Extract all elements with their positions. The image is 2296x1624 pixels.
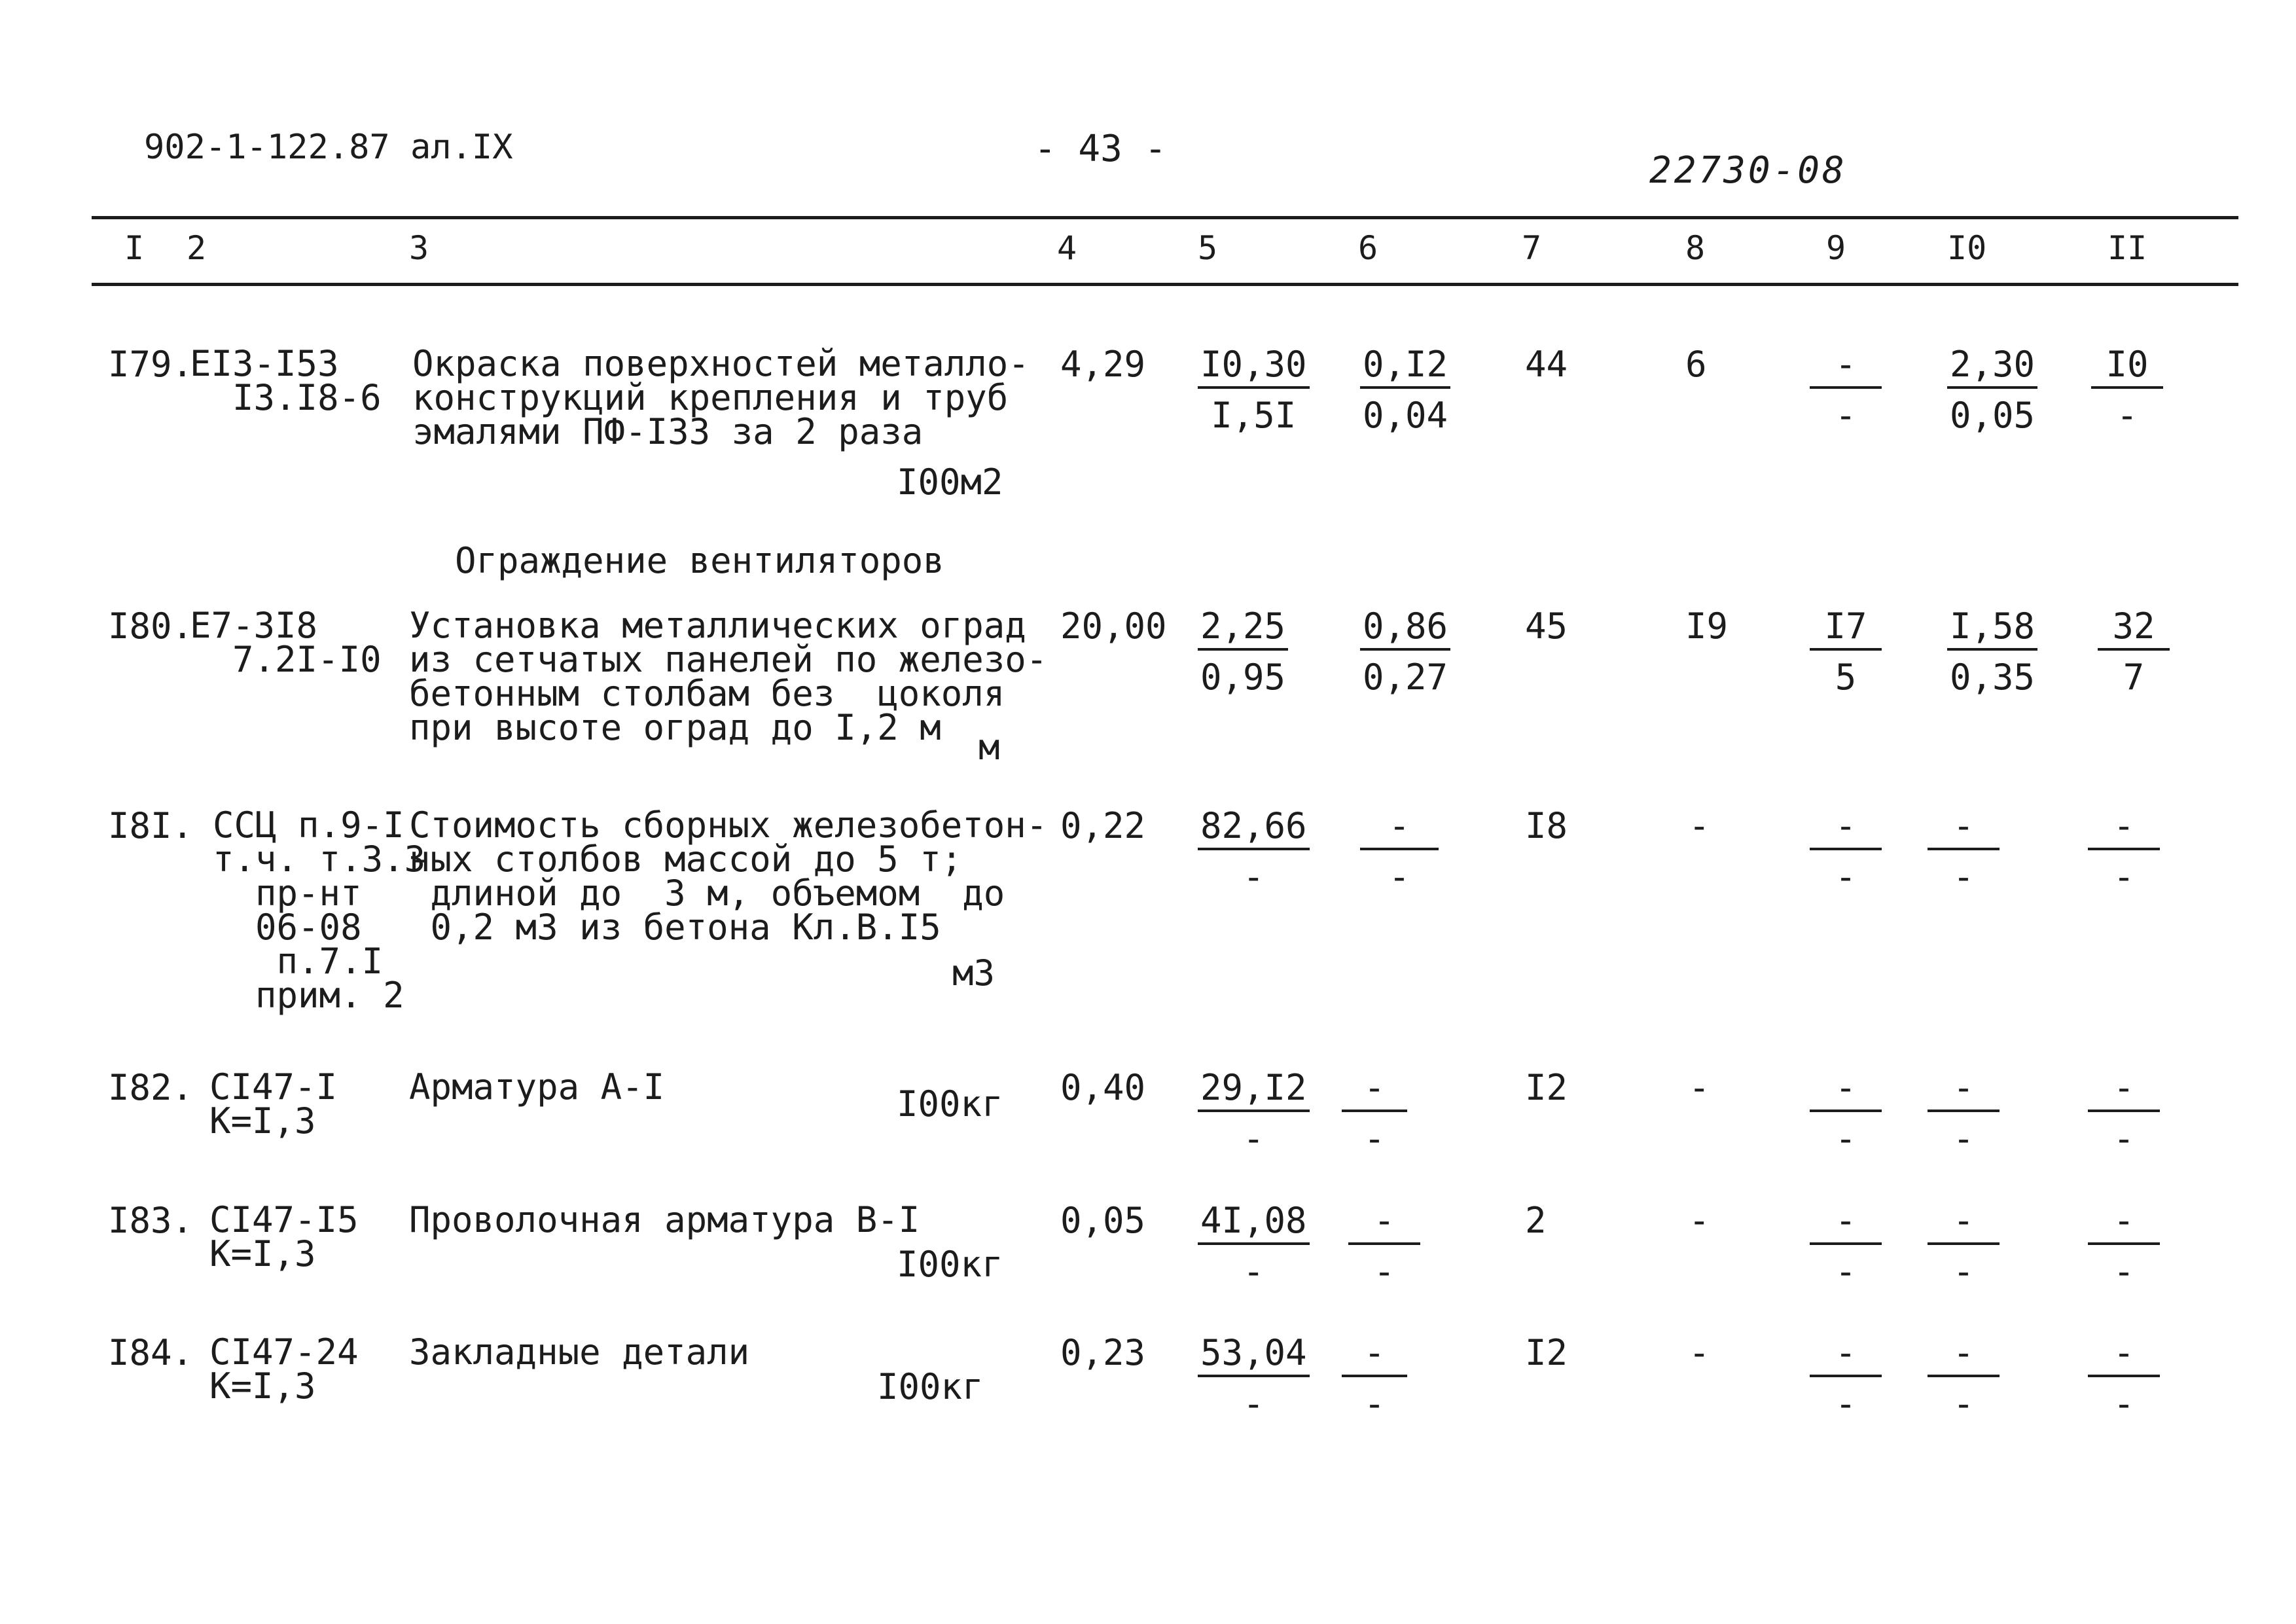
table-top-rule — [92, 216, 2238, 219]
col-header-9: 9 — [1826, 229, 1846, 267]
row-col5: 82,66 - — [1198, 808, 1310, 895]
row-col11: - - — [2088, 1203, 2160, 1290]
row-col10: $\frac{2,30}{0,05}$ — [1947, 347, 2037, 433]
row-col11: $\frac{32}{7}$ — [2098, 609, 2170, 695]
row-unit: I00кг — [897, 1244, 1003, 1285]
row-number: I83. — [108, 1200, 194, 1241]
col-header-8: 8 — [1685, 229, 1706, 267]
row-description: Стоимость сборных железобетон- ных столбов массой до 5 т; длиной до 3 м, объемом до 0,2 м3 из бетона Кл.В.I5 — [409, 804, 1048, 948]
row-col4: 0,05 — [1060, 1200, 1146, 1241]
row-col11: - - — [2088, 808, 2160, 895]
row-col10: - - — [1928, 1335, 2000, 1422]
row-unit: I00кг — [897, 1083, 1003, 1125]
row-col9: - - — [1810, 808, 1882, 895]
col-header-11: II — [2108, 229, 2147, 267]
row-col4: 0,22 — [1060, 805, 1146, 846]
row-description: Окраска поверхностей металло- конструкций крепления и труб эмалями ПФ-I33 за 2 раза — [412, 343, 1030, 452]
row-col5: 4I,08 - — [1198, 1203, 1310, 1290]
row-code: E7-3I8 7.2I-I0 — [190, 605, 382, 680]
row-description: Установка металлических оград из сетчатых панелей по железо- бетонным столбам без цоколя при высоте оград до I,2 м — [409, 605, 1048, 748]
row-col10: - - — [1928, 808, 2000, 895]
row-col4: 4,29 — [1060, 344, 1146, 385]
row-col7: I8 — [1525, 805, 1568, 846]
row-number: I82. — [108, 1067, 194, 1108]
row-code: CI47-24 K=I,3 — [209, 1331, 359, 1407]
row-col10: - - — [1928, 1070, 2000, 1157]
col-header-1: I — [124, 229, 145, 267]
row-code: CI47-I K=I,3 — [209, 1066, 338, 1142]
row-col7: 2 — [1525, 1200, 1547, 1241]
row-unit: м — [978, 727, 1000, 768]
row-description: Арматура А-I — [409, 1066, 665, 1108]
col-header-5: 5 — [1198, 229, 1218, 267]
row-col9: - - — [1810, 347, 1882, 433]
section-title: Ограждение вентиляторов — [455, 540, 944, 581]
row-col5: 29,I2 - — [1198, 1070, 1310, 1157]
row-col8: I9 — [1685, 605, 1729, 647]
row-col11: - - — [2088, 1070, 2160, 1157]
row-number: I79. — [108, 344, 194, 385]
row-description: Проволочная арматура B-I — [409, 1199, 920, 1240]
row-col8: - — [1689, 1332, 1710, 1373]
row-col6: - - — [1348, 1203, 1420, 1290]
row-col8: - — [1689, 1200, 1710, 1241]
row-col6: $\frac{0,86}{0,27}$ — [1360, 609, 1450, 695]
row-col5: $\frac{I0,30}{I,5I}$ — [1198, 347, 1310, 433]
doc-code: 902-1-122.87 ал.IX — [144, 128, 513, 167]
row-col4: 0,40 — [1060, 1067, 1146, 1108]
row-col9: - - — [1810, 1335, 1882, 1422]
row-col10: $\frac{I,58}{0,35}$ — [1947, 609, 2037, 695]
row-number: I84. — [108, 1332, 194, 1373]
row-col6: - - — [1342, 1335, 1407, 1422]
col-header-3: 3 — [409, 229, 429, 267]
row-description: Закладные детали — [409, 1331, 750, 1373]
row-col11: I0 - — [2091, 347, 2163, 433]
row-code: EI3-I53 I3.I8-6 — [190, 343, 382, 418]
row-number: I8I. — [108, 805, 194, 846]
col-header-10: I0 — [1947, 229, 1987, 267]
row-col6: - - — [1360, 808, 1439, 895]
row-col8: 6 — [1685, 344, 1707, 385]
row-col6: $\frac{0,I2}{0,04}$ — [1360, 347, 1450, 433]
row-col7: 44 — [1525, 344, 1568, 385]
row-col7: I2 — [1525, 1332, 1568, 1373]
row-col5: 53,04 - — [1198, 1335, 1310, 1422]
row-unit: I00м2 — [897, 461, 1003, 503]
page-number: - 43 - — [1034, 128, 1167, 170]
col-header-4: 4 — [1057, 229, 1077, 267]
row-col8: - — [1689, 1067, 1710, 1108]
row-number: I80. — [108, 605, 194, 647]
row-col11: - - — [2088, 1335, 2160, 1422]
row-col8: - — [1689, 805, 1710, 846]
row-col5: $\frac{2,25}{0,95}$ — [1198, 609, 1288, 695]
row-code: CI47-I5 K=I,3 — [209, 1199, 359, 1274]
row-unit: I00кг — [877, 1366, 984, 1407]
table-header-rule — [92, 283, 2238, 286]
archive-code: 22730-08 — [1649, 149, 1847, 192]
row-code: ССЦ п.9-I т.ч. т.3.3 пр-нт 06-08 п.7.I прим. 2 — [213, 804, 426, 1016]
row-col4: 20,00 — [1060, 605, 1167, 647]
row-col10: - - — [1928, 1203, 2000, 1290]
row-col7: I2 — [1525, 1067, 1568, 1108]
row-col9: $\frac{I7}{5}$ — [1810, 609, 1882, 695]
col-header-2: 2 — [187, 229, 207, 267]
row-unit: м3 — [952, 952, 996, 994]
row-col9: - - — [1810, 1070, 1882, 1157]
row-col7: 45 — [1525, 605, 1568, 647]
row-col9: - - — [1810, 1203, 1882, 1290]
col-header-7: 7 — [1522, 229, 1542, 267]
row-col4: 0,23 — [1060, 1332, 1146, 1373]
col-header-6: 6 — [1358, 229, 1378, 267]
row-col6: - - — [1342, 1070, 1407, 1157]
